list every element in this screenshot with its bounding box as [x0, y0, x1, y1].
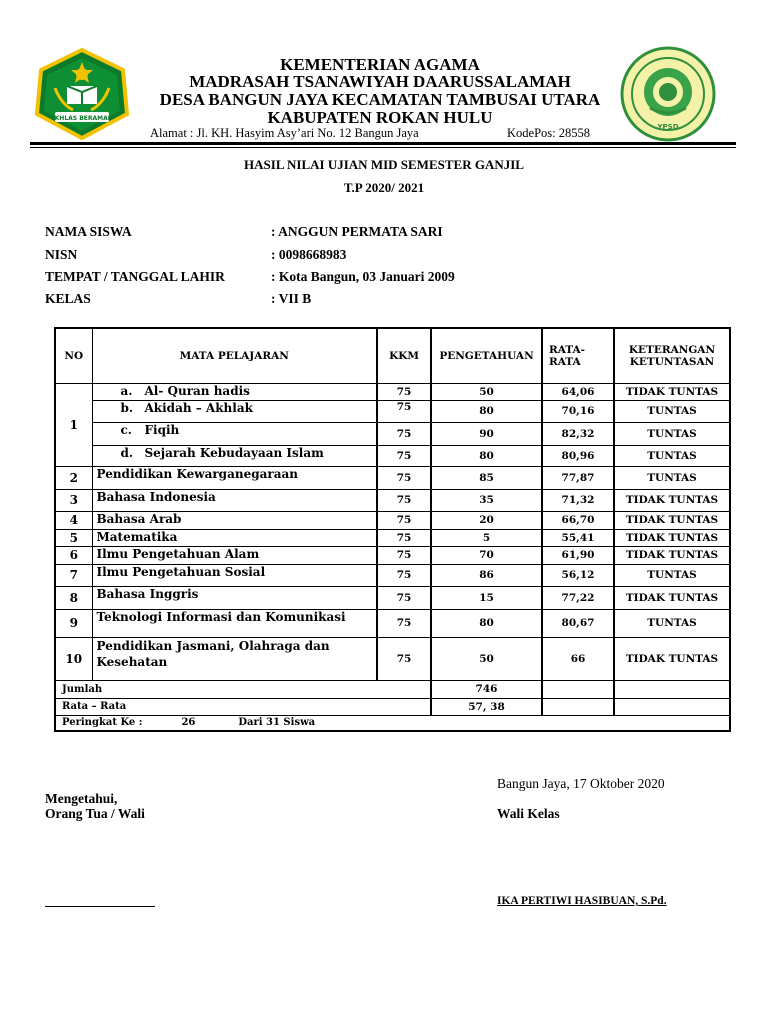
row-mapel: Pendidikan Jasmani, Olahraga dan Kesehatan: [92, 637, 377, 680]
address-line: [150, 126, 590, 141]
kop-line-3: DESA BANGUN JAYA KECAMATAN TAMBUSAI UTARA: [159, 90, 601, 109]
info-label: KELAS: [45, 291, 91, 306]
row-kkm: 75: [377, 546, 431, 564]
row-keterangan: TUNTAS: [614, 400, 730, 422]
row-rata: 80,96: [542, 445, 614, 466]
row-rata: 66: [542, 637, 614, 680]
info-value: : 0098668983: [271, 247, 347, 262]
row-nilai: 80: [431, 400, 542, 422]
row-mapel: Teknologi Informasi dan Komunikasi: [92, 609, 377, 637]
row-mapel: Ilmu Pengetahuan Alam: [92, 546, 377, 564]
peringkat-cell: [55, 715, 730, 731]
row-rata: 64,06: [542, 383, 614, 400]
parent-signature-line: [45, 906, 155, 907]
info-label: NISN: [45, 247, 78, 262]
row-kkm: 75: [377, 400, 431, 422]
row-nilai: 20: [431, 511, 542, 529]
row-nilai: 80: [431, 445, 542, 466]
kop-line-2: MADRASAH TSANAWIYAH DAARUSSALAMAH: [189, 72, 571, 91]
jumlah-value: 746: [431, 680, 542, 698]
row-nilai: 5: [431, 529, 542, 546]
row-keterangan: TIDAK TUNTAS: [614, 383, 730, 400]
row-no: 3: [55, 489, 92, 511]
jumlah-label: Jumlah: [55, 680, 431, 698]
svg-text:IKHLAS BERAMAL: IKHLAS BERAMAL: [52, 115, 112, 122]
row-rata: 61,90: [542, 546, 614, 564]
row-mapel: d. Sejarah Kebudayaan Islam: [92, 445, 377, 466]
row-kkm: 75: [377, 564, 431, 586]
table-row-rata: [55, 698, 730, 715]
table-row: [55, 529, 730, 546]
madrasah-logo-icon: [620, 46, 716, 142]
row-rata: 55,41: [542, 529, 614, 546]
empty-cell: [614, 680, 730, 698]
info-value: : VII B: [271, 291, 312, 306]
row-mapel: Bahasa Inggris: [92, 586, 377, 609]
document-title: HASIL NILAI UJIAN MID SEMESTER GANJIL: [244, 157, 524, 172]
table-row-jumlah: [55, 680, 730, 698]
peringkat-label: Peringkat Ke :: [62, 717, 143, 729]
row-keterangan: TUNTAS: [614, 445, 730, 466]
info-label: TEMPAT / TANGGAL LAHIR: [45, 269, 225, 284]
grades-table: [54, 327, 731, 732]
table-row: [55, 466, 730, 489]
row-rata: 71,32: [542, 489, 614, 511]
row-kkm: 75: [377, 609, 431, 637]
row-mapel: Bahasa Arab: [92, 511, 377, 529]
row-kkm: 75: [377, 383, 431, 400]
row-nilai: 50: [431, 383, 542, 400]
col-header-keterangan: KETERANGAN KETUNTASAN: [614, 328, 730, 383]
svg-text:YPSD: YPSD: [657, 123, 679, 131]
row-nilai: 15: [431, 586, 542, 609]
kop-line-4: KABUPATEN ROKAN HULU: [267, 108, 493, 127]
row-no: 6: [55, 546, 92, 564]
mengetahui-text: Mengetahui,: [45, 791, 118, 806]
row-nilai: 50: [431, 637, 542, 680]
row-mapel: b. Akidah – Akhlak: [92, 400, 377, 422]
row-no: 4: [55, 511, 92, 529]
signing-place-date: Bangun Jaya, 17 Oktober 2020: [497, 776, 665, 791]
address-text: Alamat : Jl. KH. Hasyim Asy’ari No. 12 Bangun Jaya: [150, 126, 419, 140]
homeroom-teacher-name: IKA PERTIWI HASIBUAN, S.Pd.: [497, 895, 667, 907]
col-header-kkm: KKM: [377, 328, 431, 383]
postal-code: KodePos: 28558: [507, 126, 590, 140]
row-kkm: 75: [377, 511, 431, 529]
row-keterangan: TIDAK TUNTAS: [614, 546, 730, 564]
row-mapel: c. Fiqih: [92, 422, 377, 445]
row-no: 10: [55, 637, 92, 680]
row-keterangan: TIDAK TUNTAS: [614, 529, 730, 546]
row-kkm: 75: [377, 529, 431, 546]
rata-value: 57, 38: [431, 698, 542, 715]
col-header-pengetahuan: PENGETAHUAN: [431, 328, 542, 383]
row-kkm: 75: [377, 586, 431, 609]
row-nilai: 86: [431, 564, 542, 586]
col-header-rata: RATA- RATA: [542, 328, 614, 383]
row-kkm: 75: [377, 637, 431, 680]
row-keterangan: TUNTAS: [614, 564, 730, 586]
row-mapel: a. Al- Quran hadis: [92, 383, 377, 400]
info-value: : ANGGUN PERMATA SARI: [271, 224, 443, 239]
row-mapel: Bahasa Indonesia: [92, 489, 377, 511]
row-nilai: 35: [431, 489, 542, 511]
row-rata: 77,22: [542, 586, 614, 609]
table-row: [55, 564, 730, 586]
empty-cell: [614, 698, 730, 715]
table-row: [55, 400, 730, 422]
row-nilai: 70: [431, 546, 542, 564]
letterhead-rule-thin: [30, 147, 736, 148]
row-rata: 82,32: [542, 422, 614, 445]
row-keterangan: TIDAK TUNTAS: [614, 586, 730, 609]
info-value: : Kota Bangun, 03 Januari 2009: [271, 269, 455, 284]
peringkat-dari: Dari 31 Siswa: [238, 717, 316, 729]
row-no: 7: [55, 564, 92, 586]
peringkat-value: 26: [181, 717, 196, 729]
row-no: 2: [55, 466, 92, 489]
parent-label: Orang Tua / Wali: [45, 806, 145, 821]
col-header-mapel: MATA PELAJARAN: [92, 328, 377, 383]
table-row: [55, 511, 730, 529]
rata-label: Rata – Rata: [55, 698, 431, 715]
table-row: [55, 586, 730, 609]
row-nilai: 90: [431, 422, 542, 445]
letterhead-rule-thick: [30, 142, 736, 145]
row-nilai: 85: [431, 466, 542, 489]
row-kkm: 75: [377, 445, 431, 466]
row-rata: 66,70: [542, 511, 614, 529]
row-kkm: 75: [377, 466, 431, 489]
row-keterangan: TUNTAS: [614, 422, 730, 445]
row-rata: 70,16: [542, 400, 614, 422]
table-row: [55, 445, 730, 466]
row-mapel: Matematika: [92, 529, 377, 546]
row-no: 8: [55, 586, 92, 609]
row-keterangan: TIDAK TUNTAS: [614, 489, 730, 511]
table-row: [55, 546, 730, 564]
row-rata: 56,12: [542, 564, 614, 586]
row-rata: 77,87: [542, 466, 614, 489]
row-nilai: 80: [431, 609, 542, 637]
row-keterangan: TIDAK TUNTAS: [614, 637, 730, 680]
table-row: [55, 422, 730, 445]
academic-year: T.P 2020/ 2021: [343, 180, 425, 195]
row-keterangan: TIDAK TUNTAS: [614, 511, 730, 529]
row-no: 5: [55, 529, 92, 546]
homeroom-label: Wali Kelas: [497, 806, 560, 821]
table-row: [55, 489, 730, 511]
row-no: 1: [55, 383, 92, 466]
row-keterangan: TUNTAS: [614, 466, 730, 489]
empty-cell: [542, 698, 614, 715]
row-rata: 80,67: [542, 609, 614, 637]
letterhead: [130, 56, 630, 127]
row-no: 9: [55, 609, 92, 637]
table-row-peringkat: [55, 715, 730, 731]
row-mapel: Pendidikan Kewarganegaraan: [92, 466, 377, 489]
row-mapel: Ilmu Pengetahuan Sosial: [92, 564, 377, 586]
table-row: [55, 383, 730, 400]
table-row: [55, 609, 730, 637]
kemenag-logo-icon: [33, 48, 131, 140]
col-header-no: NO: [55, 328, 92, 383]
table-row: [55, 637, 730, 680]
table-header-row: [55, 328, 730, 383]
info-label: NAMA SISWA: [45, 224, 132, 239]
empty-cell: [542, 680, 614, 698]
kop-line-1: KEMENTERIAN AGAMA: [280, 55, 480, 74]
row-keterangan: TUNTAS: [614, 609, 730, 637]
row-kkm: 75: [377, 489, 431, 511]
row-kkm: 75: [377, 422, 431, 445]
